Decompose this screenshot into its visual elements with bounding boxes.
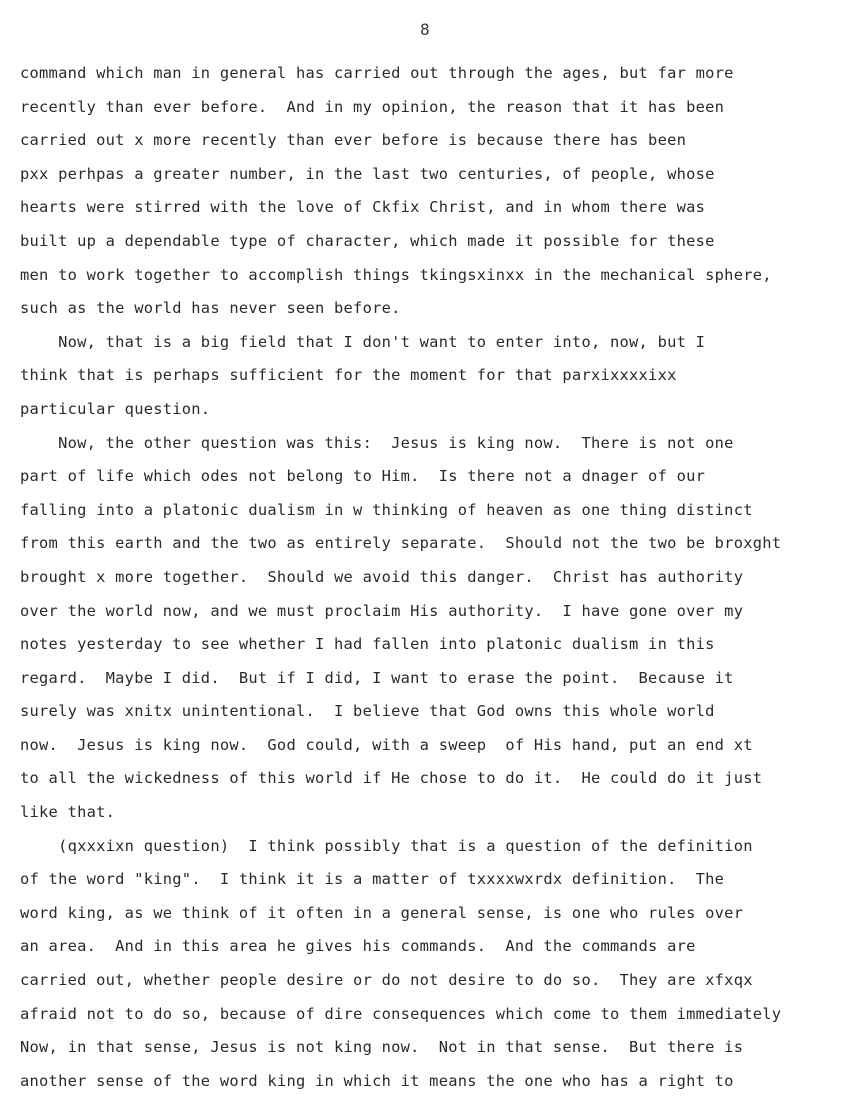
text-line: carried out, whether people desire or do not desire to do so. They are xfxqx xyxy=(20,971,753,990)
text-line: Now, in that sense, Jesus is not king now. Not in that sense. But there is xyxy=(20,1038,744,1057)
text-line: (qxxxixn question) I think possibly that is a question of the definition xyxy=(20,836,753,855)
text-line: of the word "king". I think it is a matter of txxxxwxrdx definition. The xyxy=(20,870,725,889)
text-line: like that. xyxy=(20,803,116,822)
text-line: word king, as we think of it often in a general sense, is one who rules over xyxy=(20,903,744,922)
body-text xyxy=(20,57,850,1098)
text-line: from this earth and the two as entirely separate. Should not the two be broxght xyxy=(20,534,782,553)
text-line: recently than ever before. And in my opinion, the reason that it has been xyxy=(20,97,725,116)
text-line: Now, that is a big field that I don't want to enter into, now, but I xyxy=(20,332,706,351)
page-number: 8 xyxy=(420,20,430,39)
text-line: afraid not to do so, because of dire consequences which come to them immediately xyxy=(20,1004,782,1023)
text-line: men to work together to accomplish things tkingsxinxx in the mechanical sphere, xyxy=(20,265,772,284)
text-line: think that is perhaps sufficient for the moment for that parxixxxxixx xyxy=(20,366,677,385)
text-line: now. Jesus is king now. God could, with a sweep of His hand, put an end xt xyxy=(20,735,753,754)
text-line: command which man in general has carried out through the ages, but far more xyxy=(20,64,734,82)
text-line: falling into a platonic dualism in w thinking of heaven as one thing distinct xyxy=(20,500,753,519)
text-line: an area. And in this area he gives his commands. And the commands are xyxy=(20,937,696,956)
text-line: over the world now, and we must proclaim His authority. I have gone over my xyxy=(20,601,744,620)
text-line: carried out x more recently than ever before is because there has been xyxy=(20,131,687,150)
text-line: surely was xnitx unintentional. I believe that God owns this whole world xyxy=(20,702,715,721)
text-line: built up a dependable type of character, which made it possible for these xyxy=(20,231,715,250)
text-line: Now, the other question was this: Jesus is king now. There is not one xyxy=(20,433,734,452)
text-line: part of life which odes not belong to Him. Is there not a dnager of our xyxy=(20,467,706,486)
text-line: notes yesterday to see whether I had fallen into platonic dualism in this xyxy=(20,635,715,654)
text-line: another sense of the word king in which it means the one who has a right to xyxy=(20,1071,734,1090)
text-line: such as the world has never seen before. xyxy=(20,299,401,318)
text-line: pxx perhpas a greater number, in the last two centuries, of people, whose xyxy=(20,164,715,183)
text-line: particular question. xyxy=(20,399,211,418)
text-line: regard. Maybe I did. But if I did, I want to erase the point. Because it xyxy=(20,668,734,687)
text-line: brought x more together. Should we avoid this danger. Christ has authority xyxy=(20,567,744,586)
text-line: hearts were stirred with the love of Ckfix Christ, and in whom there was xyxy=(20,198,706,217)
text-line: to all the wickedness of this world if He chose to do it. He could do it just xyxy=(20,769,763,788)
